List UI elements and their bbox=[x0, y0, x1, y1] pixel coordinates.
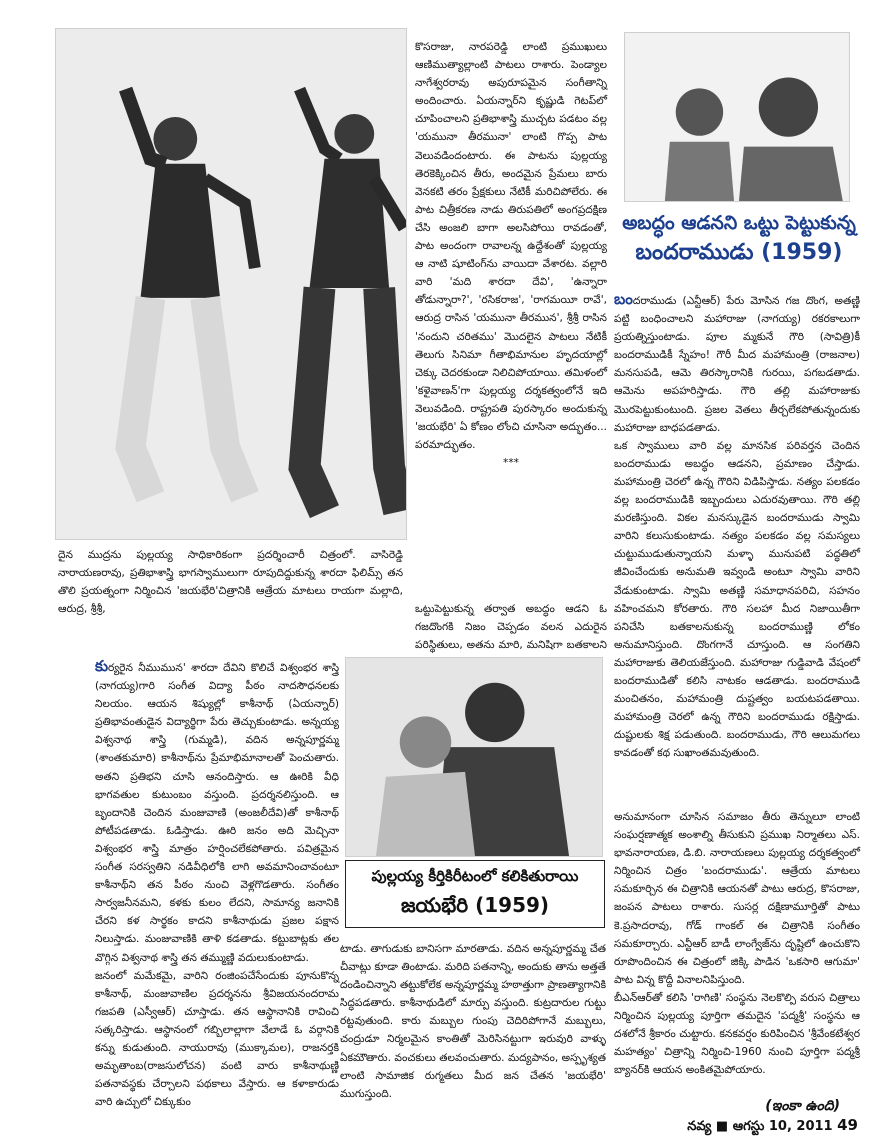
jayabheri-text: ర్యరైన నీముమున' శారదా దేవిని కొలిచే విశ్వంభర శాస్త్రి (నాగయ్య)గారి సంగీత విద్యా పీఠం నాదసౌధనలకు నిలయం. ఆయన శిష్యుల్లో కాశీనాథ్ (ఏయన్నార్) ప్రతిభావంతుడైన విద్యార్థిగా పేరు తెచ్చుకుంటాడు. అన్నయ్య విశ్వనాథ శాస్త్రి (గుమ్మడి), వదిన అన్నపూర్ణమ్మ (శాంతకుమారి) కాశీనాథ్‌ను ప్రేమాభిమానాలతో పెంచుతారు. అతని ప్రతిభని చూసి ఆనందిస్తారు. ఆ ఊరికి వీధి భాగవతుల కుటుంబం వస్తుంది. ప్రదర్శనలిస్తుంది. ఆ బృందానికి చెందిన మంజువాణి (అంజలీదేవి)తో కాశీనాథ్ పోటీపడతాడు. ఓడిస్తాడు. ఊరి జనం అది మెచ్చినా విశ్వంభర శాస్త్రి మాత్రం హర్షించలేకపోతారు. పవిత్రమైన సంగీత సరస్వతిని నడివీధిలోకి లాగి అవమానించావంటూ కాశీనాథ్‌ని తన పీఠం నుంచి వెళ్లగొడతారు. సంగీతం సార్వజనీనమని, కళకు కులం లేదని, సామాన్య జనానికి చేరని కళ సార్థకం కాదని కాశీనాథుడు ప్రజల పక్షాన నిలుస్తాడు. మంజువాణికి తాళి కడతాడు. కట్టుబాట్లకు తల వొగ్గిన విశ్వనాథ శాస్త్రి తన తమ్ముణ్ణి వదులుకుంటాడు. జనంలో మమేకమై, వారిని రంజింపచేసేందుకు పూనుకొన్న కాశీనాథ్, మంజువాణిల ప్రదర్శనను శ్రీవిజయనందరామ గజపతి (ఎస్వీఆర్) చూస్తాడు. తన ఆస్థానానికి రావించి సత్కరిస్తాడు. ఆస్థానంలో గబ్బిలాల్లాగా వేలాడే ఓ వర్గానికి కన్ను కుడుతుంది. నాయురావు (ముక్కామల), రాజనర్తకి అమృతాంబ(రాజసులోచన) వంటి వారు కాశీనాథుణ్ణి పతనావస్థకు చేర్చాలని పథకాలు వేస్తారు. ఆ కళాకారుడు వారి ఉచ్చులో చిక్కుకుం bbox=[95, 662, 339, 1109]
drop-initial-ku: కు bbox=[95, 657, 109, 675]
bandaramudu-title-box bbox=[614, 208, 864, 280]
bandaramudu-title-line1: అబద్ధం ఆడనని ఒట్టు పెట్టుకున్న bbox=[622, 212, 856, 234]
issue-date: ఆగస్టు 10, 2011 bbox=[732, 1119, 833, 1134]
jayabheri-title-box bbox=[345, 860, 605, 928]
bandaramudu-photo bbox=[624, 32, 850, 202]
bandaramudu-text: దరాముడు (ఎన్టీఆర్) పేరు మోసిన గజ దొంగ, అతణ్ణి పట్టి బంధించాలని మహారాజు (నాగయ్య) రకరకాలుగా ప్రయత్నిస్తుంటాడు. పూల మ్మకునే గౌరి (సావిత్రి)కీ బందరాముడికీ స్నేహం! గౌరీ మీద మహామంత్రి (రాజనాల) మనసుపడి, ఆమె తిరస్కారానికి గురయి, పగబడతాడు. ఆమెను అపహరిస్తాడు. గౌరి తల్లి మహారాజుకు మొరపెట్టుకుంటుంది. ప్రజల వెతలు తీర్చలేకపోతున్నందుకు మహారాజు బాధపడతాడు. ఒక స్వాములు వారి వల్ల మానసిక పరివర్తన చెందిన బందరాముడు అబద్ధం ఆడనని, ప్రమాణం చేస్తాడు. మహామంత్రి చెరలో ఉన్న గౌరిని విడిపిస్తాడు. నత్యం పలకడం వల్ల బందరాముడికి ఇబ్బందులు ఎదురవుతాయి. గౌరి తల్లి మరణిస్తుంది. వికల మనస్కుడైన బందరాముడు స్వామి వారిని కలుసుకుంటాడు. నత్యం పలకడం వల్ల సమస్యలు చుట్టుముడుతున్నాయని మళ్ళా మునుపటి పద్ధతిలో జీవించేందుకు అనుమతి ఇవ్వండి అంటూ స్వామి వారిని వేడుకుంటాడు. స్వామి అతణ్ణి సమాధానపరిచి, సహనం వహించమని కోరతారు. గౌరి సలహా మీద నిజాయితీగా పనిచేసి బతకాలనుకున్న బందరాముణ్ణి లోకం అనుమానిస్తుంది. దొంగగానే చూస్తుంది. ఆ సంగతిని మహారాజుకు తెలియజేస్తుంది. మహారాజు గుడ్డివాడి వేషంలో బందరాముడితో కలిసి నాటకం ఆడతాడు. బందరాముడి మంచితనం, మహామంత్రి దుష్టత్వం బయటపడతాయి. మహామంత్రి చెరలో ఉన్న గౌరిని బందరాముడు రక్షిస్తాడు. దుష్టులకు శిక్ష పడుతుంది. బందరాముడు, గౌరి ఆలుమగలు కావడంతో కథ సుఖాంతమవుతుంది. bbox=[614, 295, 860, 760]
footer-square-icon: ■ bbox=[715, 1119, 729, 1134]
magazine-name: నవ్య bbox=[687, 1119, 712, 1134]
bandaramudu-title-line2: బందరాముడు (1959) bbox=[635, 240, 843, 265]
page-number: 49 bbox=[837, 1116, 858, 1134]
dance-photo bbox=[55, 28, 407, 540]
dancers-illustration bbox=[56, 29, 406, 539]
embrace-illustration bbox=[346, 658, 602, 856]
ntr-savitri-illustration bbox=[625, 33, 849, 201]
jayabheri-ending: టాడు. తాగుడుకు బానిసగా మారతాడు. వదిన అన్నపూర్ణమ్మ చేత చీవాట్లు కూడా తింటాడు. మరిది పతనాన్ని, అందుకు తాను అత్తతే దండించిన్నాని తట్టుకోలేక అన్నపూర్ణమ్మ హఠాత్తుగా ప్రాణత్యాగానికి సిద్ధపడతారు. కాశీనాథుడిలో మార్పు వస్తుంది. కుట్రదారుల గుట్టు రట్టవుతుంది. కారు మబ్బుల గుంపు చెదిరిపోగానే మబ్బులు, చంద్రుడూ నిర్మలమైన కాంతితో మెరిసినట్టుగా ఇరువురి వాళ్ళు ఏకమౌతారు. వంచకులు తలవంచుతారు. మద్యపానం, అస్పృశ్యత లాంటి సామాజిక రుగ్మతలు మీద జన చేతన 'జయభేరి' ముగుస్తుంది. bbox=[340, 943, 606, 1100]
continued-note: (ఇంకా ఉంది) bbox=[765, 1098, 840, 1114]
jayabheri-photo bbox=[345, 657, 603, 857]
article-column-left bbox=[95, 657, 339, 1111]
article-column-right-bottom bbox=[614, 808, 860, 1079]
section-separator: *** bbox=[503, 457, 519, 470]
page-footer bbox=[687, 1116, 858, 1137]
article-column-left-under bbox=[58, 546, 403, 618]
bandaramudu-paragraph bbox=[614, 290, 860, 762]
jayabheri-title-line2: జయభేరి (1959) bbox=[400, 893, 550, 917]
article-column-middle-bottom bbox=[340, 940, 606, 1103]
bandaramudu-intro: ఒట్టుపెట్టుకున్న తర్వాత అబద్ధం ఆడని ఓ గజదొంగకి నిజం చెప్పడం వలన ఎదురైన పరిస్థితులు, అతను మారి, మనిషిగా బతకాలని bbox=[415, 603, 607, 652]
article-text: కొసరాజు, నారపరెడ్డి లాంటి ప్రముఖులు ఆణిముత్యాల్లాంటి పాటలు రాశారు. పెండ్యాల నాగేశ్వరరావు అపురూపమైన సంగీతాన్ని అందించారు. ఏయన్నార్‌ని కృష్ణుడి గెటప్‌లో చూపించాలని ప్రతిభాశాస్త్రి ముచ్చట పడటం వల్ల 'యమునా తీరమునా' లాంటి గొప్ప పాట వెలువడిందంటారు. ఈ పాటను పుల్లయ్య తెరకెక్కించిన తీరు, అందమైన ప్రేమలు బారు వెనకటి తరం ప్రేక్షకులు నేటికీ మరిచిపోలేరు. ఈ పాట చిత్రీకరణ నాడు తిరుపతిలో అంగప్రదక్షిణ చేసి అంజలి బాగా అలసిపోయి రావడంతో, పాట అందంగా రావాలన్న ఉద్దేశంతో పుల్లయ్య ఆ నాటి షూటింగ్‌ను వాయిదా వేశారట. వల్లారి వారి 'మది శారదా దేవి', 'ఉన్నారా తోడున్నారా?', 'రసికరాజ', 'రాగమయీ రావే', ఆరుద్ర రాసిన 'యమునా తీరమున', శ్రీశ్రీ రాసిన 'నందుని చరితము' మొదలైన పాటలు నేటికీ తెలుగు సినిమా గీతాభిమానుల హృదయాల్లో చెక్కు చెదరకుండా నిలిచిపోయాయి. తమిళంలో 'కళైవాణన్'గా పుల్లయ్య దర్శకత్వంలోనే ఇది వెలువడింది. రాష్ట్రపతి పురస్కారం అందుకున్న 'జయభేరి' ఏ కోణం లోంచి చూసినా అద్భుతం... పరమాద్భుతం. bbox=[415, 41, 607, 452]
article-column-middle-top bbox=[415, 38, 607, 472]
jayabheri-title-line1: పుల్లయ్య కీర్తికిరీటంలో కలికితురాయి bbox=[371, 867, 579, 885]
article-text-left-under: దైన ముద్రను పుల్లయ్య సాధికారికంగా ప్రదర్శించారీ చిత్రంలో. వాసిరెడ్డి నారాయణరావు, ప్రతిభాశాస్త్రి భాగస్వాములుగా రూపుదిద్దుకున్న శారదా ఫిలిమ్స్ తన తొలి ప్రయత్నంగా నిర్మించిన 'జయభేరి'చిత్రానికి ఆత్రేయ మాటలు రాయగా మల్లాది, ఆరుద్ర, శ్రీశ్రీ, bbox=[58, 549, 403, 616]
article-column-right bbox=[614, 290, 860, 762]
jayabheri-paragraph bbox=[95, 657, 339, 1111]
drop-initial-bam: బం bbox=[614, 290, 633, 308]
bandaramudu-credits: అనుమానంగా చూసిన సమాజం తీరు తెన్నులూ లాంటి సంఘర్షణాత్మక అంశాల్ని తీసుకుని ప్రముఖ నిర్మాతలు ఎస్. భావనారాయణ, డి.బి. నారాయణలు పుల్లయ్య దర్శకత్వంలో నిర్మించిన చిత్రం 'బందరాముడు'. ఆత్రేయ మాటలు సమకూర్చిన ఈ చిత్రానికి ఆయనతో పాటు ఆరుద్ర, కొసరాజు, జంపన పాటలు రాశారు. సుసర్ల దక్షిణామూర్తితో పాటు కె.ప్రసాదరావు, గోడ్ గాంకల్ ఈ చిత్రానికి సంగీతం సమకూర్చారు. ఎన్టీఆర్ బాడీ లాంగ్వేజ్‌ను దృష్టిలో ఉంచుకొని రూపొందించిన ఈ చిత్రంలో జిక్కి పాడిన 'ఒకసారి ఆగుమా' పాట విన్న కొద్దీ వినాలనిపిస్తుంది. బీఎన్ఆర్‌తో కలిసి 'రాగిణి' సంస్థను నెలకొల్పి వరుస చిత్రాలు నిర్మించిన పుల్లయ్య పూర్తిగా తమదైన 'పద్మశ్రీ' సంస్థను ఆ దశలోనే శ్రీకారం చుట్టారు. కనకవర్షం కురిపించిన 'శ్రీవేంకటేశ్వర మహత్యం' చిత్రాన్ని నిర్మించి-1960 నుంచి పూర్తిగా పద్మశ్రీ బ్యానర్‌కి ఆయన అంకితమైపోయారు. bbox=[614, 811, 860, 1077]
